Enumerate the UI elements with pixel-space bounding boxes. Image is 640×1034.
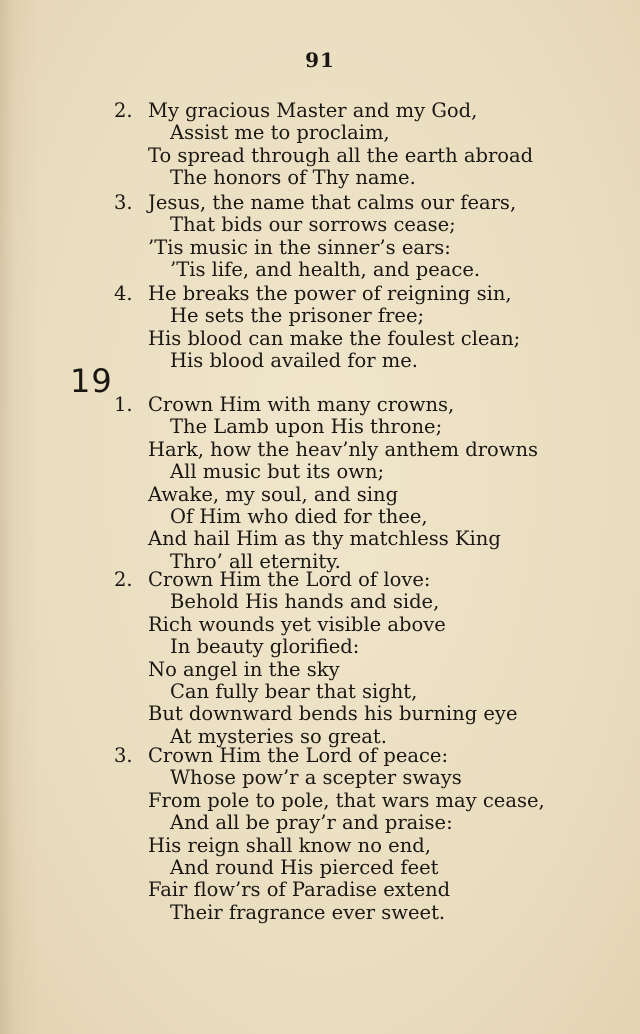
- verse-continued-3: [114, 192, 516, 282]
- hymn-verse-1: [114, 394, 538, 573]
- verse-line: Their fragrance ever sweet.: [170, 900, 446, 924]
- verse-number: 2.: [114, 99, 133, 122]
- verse-line: And all be pray’r and praise:: [170, 811, 453, 835]
- verse-continued-2: [114, 100, 533, 190]
- hymn-number: 19: [70, 362, 113, 400]
- verse-line: ’Tis music in the sinner’s ears:: [148, 235, 451, 259]
- page-number: 91: [305, 48, 335, 72]
- verse-line: 2. My gracious Master and my God,: [114, 99, 478, 122]
- verse-number: 4.: [114, 282, 133, 305]
- verse-line: All music but its own;: [170, 460, 385, 484]
- hymn-verse-2: [114, 569, 517, 748]
- verse-line: At mysteries so great.: [170, 724, 387, 748]
- hymn-verse-3: [114, 745, 545, 924]
- verse-line: And round His pierced feet: [170, 855, 439, 879]
- verse-line: 2. Crown Him the Lord of love:: [114, 568, 431, 591]
- verse-line: Rich wounds yet visible above: [148, 612, 446, 636]
- verse-line: He sets the prisoner free;: [170, 304, 425, 328]
- verse-number: 3.: [114, 191, 133, 214]
- verse-line: But downward bends his burning eye: [148, 702, 518, 726]
- verse-line: Of Him who died for thee,: [170, 504, 428, 528]
- verse-number: 2.: [114, 568, 133, 591]
- verse-line: Assist me to proclaim,: [170, 121, 390, 145]
- verse-line: His blood can make the foulest clean;: [148, 326, 521, 350]
- verse-line: Thro’ all eternity.: [170, 549, 341, 573]
- verse-line: Hark, how the heav’nly anthem drowns: [148, 437, 539, 461]
- verse-line: 1. Crown Him with many crowns,: [114, 393, 455, 416]
- verse-line: 4. He breaks the power of reigning sin,: [114, 282, 512, 305]
- verse-line: The honors of Thy name.: [170, 166, 416, 190]
- verse-line: 3. Crown Him the Lord of peace:: [114, 744, 449, 767]
- verse-number: 1.: [114, 393, 133, 416]
- verse-line: ’Tis life, and health, and peace.: [170, 258, 481, 282]
- verse-line: His blood availed for me.: [170, 349, 418, 373]
- verse-continued-4: [114, 283, 520, 373]
- verse-line: 3. Jesus, the name that calms our fears,: [114, 191, 517, 214]
- verse-line: Behold His hands and side,: [170, 590, 440, 614]
- verse-line: Whose pow’r a scepter sways: [170, 766, 462, 790]
- verse-line: In beauty glorified:: [170, 635, 360, 659]
- verse-line: No angel in the sky: [148, 657, 340, 681]
- verse-line: That bids our sorrows cease;: [170, 213, 456, 237]
- verse-line: To spread through all the earth abroad: [148, 143, 534, 167]
- verse-line: Fair flow’rs of Paradise extend: [148, 878, 451, 902]
- verse-line: The Lamb upon His throne;: [170, 415, 443, 439]
- verse-line: From pole to pole, that wars may cease,: [148, 788, 545, 812]
- verse-line: And hail Him as thy matchless King: [148, 527, 501, 551]
- verse-line: Can fully bear that sight,: [170, 679, 418, 703]
- verse-line: His reign shall know no end,: [148, 833, 431, 857]
- verse-line: Awake, my soul, and sing: [148, 482, 399, 506]
- verse-number: 3.: [114, 744, 133, 767]
